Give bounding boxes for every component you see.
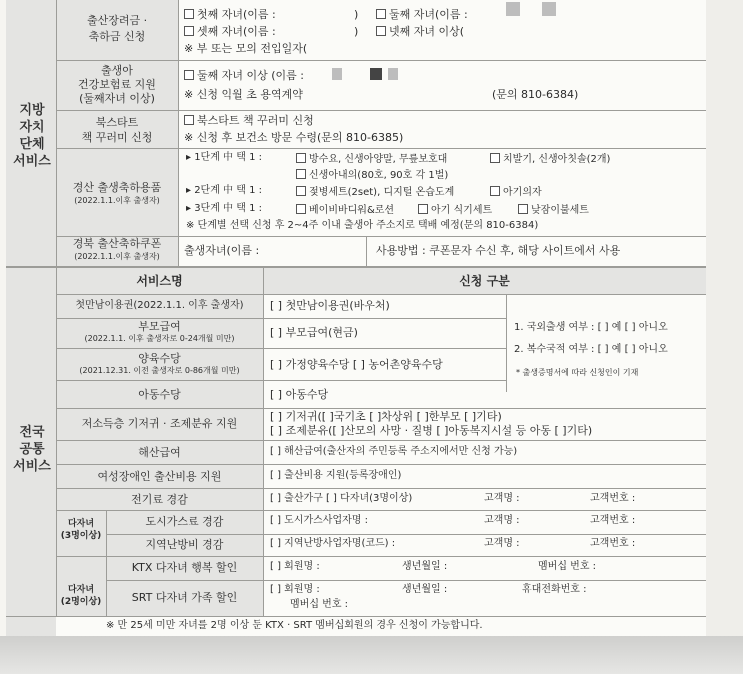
third-child-option[interactable]	[184, 26, 276, 37]
footnote: ※ 만 25세 미만 자녀를 2명 이상 둔 KTX · SRT 멤버십회원의 경우 신청이 가능합니다.	[106, 620, 483, 631]
checkbox[interactable]	[296, 204, 306, 214]
heating-number[interactable]: 고객번호 :	[590, 538, 636, 549]
national-section-label: 전국 공통 서비스	[13, 425, 51, 474]
redaction	[388, 68, 398, 80]
gift-step3: ▸ 3단계 中 택 1 :	[186, 203, 262, 214]
diaper-formula-label: 저소득층 기저귀 · 조제분유 지원	[81, 417, 238, 430]
paren-close: )	[354, 8, 359, 21]
child-allowance-label: 아동수당	[138, 388, 181, 401]
gas-number[interactable]: 고객번호 :	[590, 515, 636, 526]
third-child-text: 셋째 자녀(이름 :	[197, 25, 276, 38]
checkbox[interactable]	[184, 26, 194, 36]
checkbox[interactable]	[296, 153, 306, 163]
birth-grant-label: 출산장려금 · 축하금 신청	[86, 14, 148, 43]
checkbox[interactable]	[184, 9, 194, 19]
second-child-option[interactable]	[376, 9, 468, 20]
parent-benefit-sublabel: (2022.1.1. 이후 출생자로 0-24개월 미만)	[84, 334, 235, 343]
ktx-member-name[interactable]: [ ] 회원명 :	[270, 561, 320, 572]
childcare-allowance-sublabel: (2021.12.31. 이전 출생자로 0-86개월 미만)	[79, 366, 240, 375]
side-note: * 출생증명서에 따라 신청인이 기재	[516, 368, 639, 377]
coupon-sublabel: (2022.1.1.이후 출생자)	[74, 252, 160, 261]
page-bottom-shadow	[0, 636, 743, 674]
coupon-label: 경북 출산축하쿠폰	[72, 237, 162, 250]
parent-benefit-label: 부모급여	[138, 320, 181, 333]
bookstart-label: 북스타트 책 꾸러미 신청	[81, 116, 153, 144]
bookstart-note: ※ 신청 후 보건소 방문 수령(문의 810-6385)	[184, 131, 404, 144]
local-section-label: 지방 자치 단체 서비스	[13, 103, 51, 169]
gift-step3-c[interactable]	[518, 204, 589, 216]
first-child-text: 첫째 자녀(이름 :	[197, 8, 276, 21]
ktx-label: KTX 다자녀 행복 할인	[131, 561, 238, 574]
checkbox[interactable]	[184, 115, 194, 125]
dual-nationality-question[interactable]: 2. 복수국적 여부 : [ ] 예 [ ] 아니오	[514, 344, 668, 355]
disabled-mother-label: 여성장애인 출산비용 지원	[97, 470, 222, 483]
formula-option[interactable]: [ ] 조제분유([ ]산모의 사망 · 질병 [ ]아동복지시설 등 아동 [ ]기타)	[270, 424, 593, 437]
coupon-usage: 사용방법 : 쿠폰문자 수신 후, 해당 사이트에서 사용	[376, 244, 621, 257]
gift-step2-b[interactable]	[490, 186, 542, 198]
gift-sublabel: (2022.1.1.이후 출생자)	[74, 196, 160, 205]
heating-label: 지역난방비 경감	[145, 538, 224, 551]
redaction	[506, 2, 520, 16]
overseas-birth-question[interactable]: 1. 국외출생 여부 : [ ] 예 [ ] 아니오	[514, 322, 668, 333]
gas-customer[interactable]: 고객명 :	[484, 515, 520, 526]
first-meeting-label: 첫만남이용권(2022.1.1. 이후 출생자)	[75, 300, 244, 311]
gift-note: ※ 단계별 선택 신청 후 2~4주 이내 출생아 주소지로 택배 예정(문의 810-6384)	[186, 220, 539, 231]
gift-step3-c-text: 낮잠이불세트	[531, 205, 589, 216]
health-insurance-option[interactable]	[184, 70, 304, 81]
gift-step2-a[interactable]	[296, 186, 454, 198]
heating-customer[interactable]: 고객명 :	[484, 538, 520, 549]
checkbox[interactable]	[184, 70, 194, 80]
srt-phone[interactable]: 휴대전화번호 :	[522, 584, 587, 595]
electricity-option[interactable]: [ ] 출산가구 [ ] 다자녀(3명이상)	[270, 493, 413, 504]
application-form	[6, 0, 706, 636]
electricity-label: 전기료 경감	[131, 493, 188, 506]
fourth-child-option[interactable]	[376, 26, 464, 37]
redaction	[542, 2, 556, 16]
electricity-customer[interactable]: 고객명 :	[484, 493, 520, 504]
parent-benefit-option[interactable]: [ ] 부모급여(현금)	[270, 326, 358, 339]
gas-option[interactable]: [ ] 도시가스사업자명 :	[270, 515, 368, 526]
coupon-child-name-field[interactable]: 출생자녀(이름 :	[184, 244, 260, 257]
gift-step2-a-text: 젖병세트(2set), 디지털 온습도계	[309, 187, 455, 198]
gift-step1: ▸ 1단계 中 택 1 :	[186, 152, 262, 163]
checkbox[interactable]	[296, 169, 306, 179]
second-child-text: 둘째 자녀(이름 :	[389, 8, 468, 21]
fourth-child-text: 넷째 자녀 이상(	[389, 25, 465, 38]
health-insurance-text: 둘째 자녀 이상 (이름 :	[197, 69, 304, 82]
srt-membership[interactable]: 멤버십 번호 :	[290, 599, 349, 610]
birth-relief-option[interactable]: [ ] 해산급여(출산자의 주민등록 주소지에서만 신청 가능)	[270, 446, 518, 457]
child-allowance-option[interactable]: [ ] 아동수당	[270, 388, 329, 401]
ktx-membership[interactable]: 멤버십 번호 :	[538, 561, 597, 572]
checkbox[interactable]	[296, 186, 306, 196]
srt-label: SRT 다자녀 가족 할인	[131, 591, 238, 604]
first-child-option[interactable]	[184, 9, 276, 20]
heating-option[interactable]: [ ] 지역난방사업자명(코드) :	[270, 538, 396, 549]
health-insurance-contact: (문의 810-6384)	[492, 88, 579, 101]
checkbox[interactable]	[376, 9, 386, 19]
electricity-number[interactable]: 고객번호 :	[590, 493, 636, 504]
gift-step1-c[interactable]	[296, 169, 448, 181]
health-insurance-label: 출생아 건강보험료 지원 (둘째자녀 이상)	[78, 64, 156, 105]
ktx-birthdate[interactable]: 생년월일 :	[402, 561, 448, 572]
gift-label: 경산 출생축하용품	[72, 181, 162, 194]
redaction	[370, 68, 382, 80]
childcare-allowance-option[interactable]: [ ] 가정양육수당 [ ] 농어촌양육수당	[270, 358, 443, 371]
checkbox[interactable]	[418, 204, 428, 214]
header-application-type: 신청 구분	[459, 274, 510, 288]
move-in-date-note: ※ 부 또는 모의 전입일자(	[184, 42, 308, 55]
checkbox[interactable]	[490, 186, 500, 196]
page-margin	[706, 0, 743, 636]
checkbox[interactable]	[490, 153, 500, 163]
bookstart-text: 북스타트 책 꾸러미 신청	[197, 114, 314, 127]
gift-step1-a[interactable]	[296, 153, 447, 165]
childcare-allowance-label: 양육수당	[138, 352, 181, 365]
header-service-name: 서비스명	[136, 274, 183, 288]
bookstart-option[interactable]	[184, 115, 314, 126]
gift-step1-c-text: 신생아내의(80호, 90호 각 1벌)	[309, 170, 449, 181]
disabled-mother-option[interactable]: [ ] 출산비용 지원(등록장애인)	[270, 470, 402, 481]
paren-close: )	[354, 25, 359, 38]
gift-step2: ▸ 2단계 中 택 1 :	[186, 185, 262, 196]
multi-child-2-group-label: 다자녀 (2명이상)	[60, 585, 102, 607]
redaction	[332, 68, 342, 80]
gift-step1-b[interactable]	[490, 153, 610, 165]
diaper-option[interactable]: [ ] 기저귀([ ]국기초 [ ]차상위 [ ]한부모 [ ]기타)	[270, 410, 502, 423]
checkbox[interactable]	[376, 26, 386, 36]
gift-step3-a-text: 베이비바디워&로션	[309, 205, 395, 216]
multi-child-group-label: 다자녀 (3명이상)	[60, 519, 102, 541]
birth-relief-label: 해산급여	[138, 446, 181, 459]
first-meeting-option[interactable]: [ ] 첫만남이용권(바우처)	[270, 299, 390, 312]
gift-step1-a-text: 방수요, 신생아양말, 무릎보호대	[309, 154, 448, 165]
gas-label: 도시가스료 경감	[145, 515, 224, 528]
gift-step3-b[interactable]	[418, 204, 492, 216]
gift-step3-a[interactable]	[296, 204, 394, 216]
gift-step2-b-text: 아기의자	[503, 187, 542, 198]
srt-member-name[interactable]: [ ] 회원명 :	[270, 584, 320, 595]
gift-step1-b-text: 치발기, 신생아칫솔(2개)	[503, 154, 611, 165]
checkbox[interactable]	[518, 204, 528, 214]
health-insurance-note: ※ 신청 익월 초 용역계약	[184, 88, 303, 101]
srt-birthdate[interactable]: 생년월일 :	[402, 584, 448, 595]
gift-step3-b-text: 아기 식기세트	[431, 205, 493, 216]
